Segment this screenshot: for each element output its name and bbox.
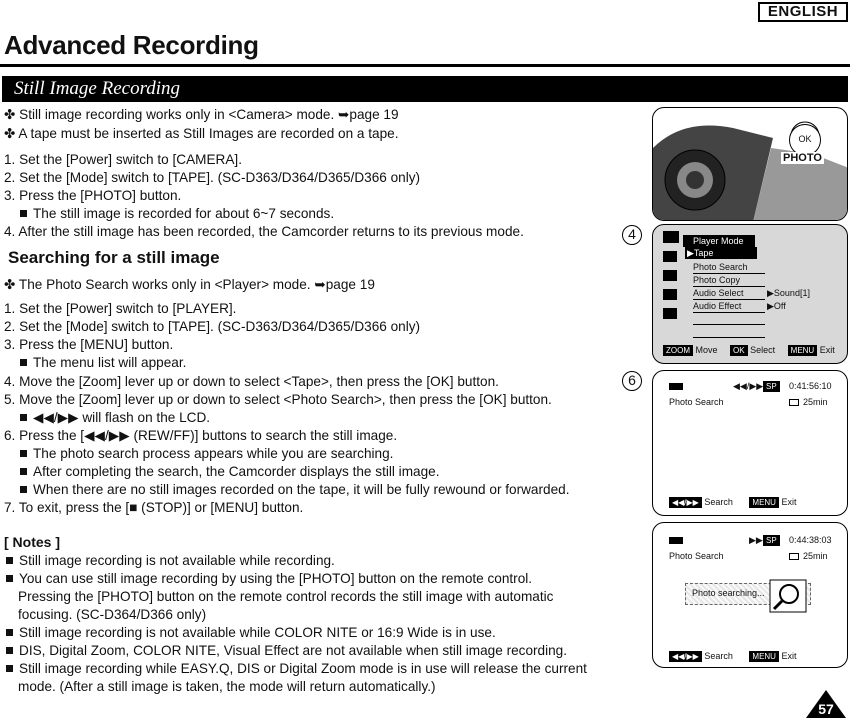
menu-key-icon: MENU xyxy=(749,651,779,662)
sp-badge: SP xyxy=(763,381,780,392)
bullet-square-icon xyxy=(6,629,13,636)
bullet-square-icon xyxy=(20,486,27,493)
search-step-1: 1. Set the [Power] switch to [PLAYER]. xyxy=(4,301,237,316)
menu-item-audio-effect[interactable]: Audio Effect xyxy=(693,300,765,313)
search-step-5-bullet: ◀◀/▶▶ will flash on the LCD. xyxy=(4,409,210,426)
step-6-badge: 6 xyxy=(622,371,642,391)
search-step-6-bullet-3: When there are no still images recorded on the tape, it will be fully rewound or forwarded. xyxy=(4,481,569,498)
battery-icon xyxy=(669,537,683,544)
magnifier-icon xyxy=(769,579,807,613)
menu-item-tape[interactable]: ▶Tape xyxy=(685,247,757,259)
note-1: Still image recording is not available while recording. xyxy=(4,552,335,569)
timecode: 0:44:38:03 xyxy=(789,535,832,545)
menu-item-photo-search[interactable]: Photo Search xyxy=(693,261,765,274)
search-step-2: 2. Set the [Mode] switch to [TAPE]. (SC-D363/D364/D365/D366 only) xyxy=(4,319,421,334)
title-rule xyxy=(0,64,850,67)
bullet-square-icon xyxy=(20,210,27,217)
search-step-3-bullet: The menu list will appear. xyxy=(4,354,186,371)
page-title: Advanced Recording xyxy=(4,30,259,60)
audio-select-value: ▶Sound[1] xyxy=(767,288,810,298)
step-4-return: 4. After the still image has been recorded, the Camcorder returns to its previous mode. xyxy=(4,224,524,239)
search-step-7: 7. To exit, press the [■ (STOP)] or [MENU] button. xyxy=(4,500,304,515)
bullet-square-icon xyxy=(6,557,13,564)
search-step-5: 5. Move the [Zoom] lever up or down to select <Photo Search>, then press the [OK] button. xyxy=(4,392,552,407)
searching-status: Photo searching... xyxy=(692,588,765,598)
tape-icon xyxy=(663,251,677,262)
bullet-square-icon xyxy=(6,665,13,672)
player-mode-menu-screen xyxy=(652,224,848,364)
bullet-square-icon xyxy=(6,647,13,654)
search-direction: ▶▶ xyxy=(749,535,763,545)
battery-icon xyxy=(669,383,683,390)
bullet-square-icon xyxy=(20,468,27,475)
photo-searching-screen xyxy=(652,522,848,668)
search-note-player-mode: ✤ The Photo Search works only in <Player> mode. ➥page 19 xyxy=(4,277,375,292)
menu-item-blank-1 xyxy=(693,313,765,325)
camcorder-illustration xyxy=(653,108,848,221)
search-step-6-bullet-1: The photo search process appears while you are searching. xyxy=(4,445,393,462)
bullet-square-icon xyxy=(20,450,27,457)
menu-icon-column xyxy=(663,231,681,331)
bullet-square-icon xyxy=(20,359,27,366)
step-3-bullet: The still image is recorded for about 6~7 seconds. xyxy=(4,205,334,222)
sp-badge: SP xyxy=(763,535,780,546)
menu-item-blank-2 xyxy=(693,326,765,338)
remaining-time: 25min xyxy=(803,551,828,561)
rew-ff-key-icon: ◀◀/▶▶ xyxy=(669,497,702,508)
photo-button-label: PHOTO xyxy=(783,152,822,164)
zoom-key-icon: ZOOM xyxy=(663,345,693,356)
notes-heading: [ Notes ] xyxy=(4,534,60,550)
audio-effect-value: ▶Off xyxy=(767,301,786,311)
search-step-4: 4. Move the [Zoom] lever up or down to select <Tape>, then press the [OK] button. xyxy=(4,374,499,389)
camera-mode-icon xyxy=(663,231,679,243)
bullet-square-icon xyxy=(6,575,13,582)
note-3: Still image recording is not available while COLOR NITE or 16:9 Wide is in use. xyxy=(4,624,496,641)
search-footer: ◀◀/▶▶ Search MENU Exit xyxy=(669,497,797,508)
note-4: DIS, Digital Zoom, COLOR NITE, Visual Effect are not available when still image recording. xyxy=(4,642,567,659)
note-5-cont: mode. (After a still image is taken, the mode will return automatically.) xyxy=(18,679,436,694)
intro-note-camera-mode: ✤ Still image recording works only in <Camera> mode. ➥page 19 xyxy=(4,107,399,122)
search-direction: ◀◀/▶▶ xyxy=(733,381,764,391)
subsection-heading: Searching for a still image xyxy=(8,248,220,267)
intro-note-tape: ✤ A tape must be inserted as Still Images are recorded on a tape. xyxy=(4,126,399,141)
rew-ff-key-icon: ◀◀/▶▶ xyxy=(669,651,702,662)
step-2-mode: 2. Set the [Mode] switch to [TAPE]. (SC-D363/D364/D365/D366 only) xyxy=(4,170,421,185)
page-number: 57 xyxy=(818,701,834,717)
camera-photo-figure xyxy=(652,107,848,221)
tape-remaining-icon xyxy=(789,399,799,406)
search-step-6: 6. Press the [◀◀/▶▶ (REW/FF)] buttons to search the still image. xyxy=(4,428,398,443)
ok-button-callout: OK xyxy=(789,124,821,156)
tape-remaining-icon xyxy=(789,553,799,560)
search-step-6-bullet-2: After completing the search, the Camcorder displays the still image. xyxy=(4,463,440,480)
note-2-cont-2: focusing. (SC-D364/D366 only) xyxy=(18,607,207,622)
photo-search-label: Photo Search xyxy=(669,397,724,407)
menu-title: Player Mode xyxy=(683,235,755,247)
step-3-photo: 3. Press the [PHOTO] button. xyxy=(4,188,182,203)
step-4-badge: 4 xyxy=(622,225,642,245)
section-banner: Still Image Recording xyxy=(2,76,848,102)
note-5: Still image recording while EASY.Q, DIS or Digital Zoom mode is in use will release the current xyxy=(4,660,587,677)
ok-key-icon: OK xyxy=(730,345,748,356)
menu-item-audio-select[interactable]: Audio Select xyxy=(693,287,765,300)
bullet-square-icon xyxy=(20,414,27,421)
memory-icon xyxy=(663,270,677,281)
language-badge: ENGLISH xyxy=(758,2,848,22)
remaining-time: 25min xyxy=(803,397,828,407)
timecode: 0:41:56:10 xyxy=(789,381,832,391)
menu-key-icon: MENU xyxy=(788,345,818,356)
search-footer: ◀◀/▶▶ Search MENU Exit xyxy=(669,651,797,662)
search-step-3: 3. Press the [MENU] button. xyxy=(4,337,174,352)
note-2-cont-1: Pressing the [PHOTO] button on the remote control records the still image with automatic xyxy=(18,589,554,604)
photo-search-screen xyxy=(652,370,848,516)
photo-search-label: Photo Search xyxy=(669,551,724,561)
note-2: You can use still image recording by using the [PHOTO] button on the remote control. xyxy=(4,570,532,587)
menu-footer: ZOOM Move OK Select MENU Exit xyxy=(663,345,847,356)
page-number-badge xyxy=(806,690,846,718)
menu-key-icon: MENU xyxy=(749,497,779,508)
settings-icon xyxy=(663,308,677,319)
audio-icon xyxy=(663,289,677,300)
menu-item-photo-copy[interactable]: Photo Copy xyxy=(693,274,765,287)
step-1-power: 1. Set the [Power] switch to [CAMERA]. xyxy=(4,152,242,167)
